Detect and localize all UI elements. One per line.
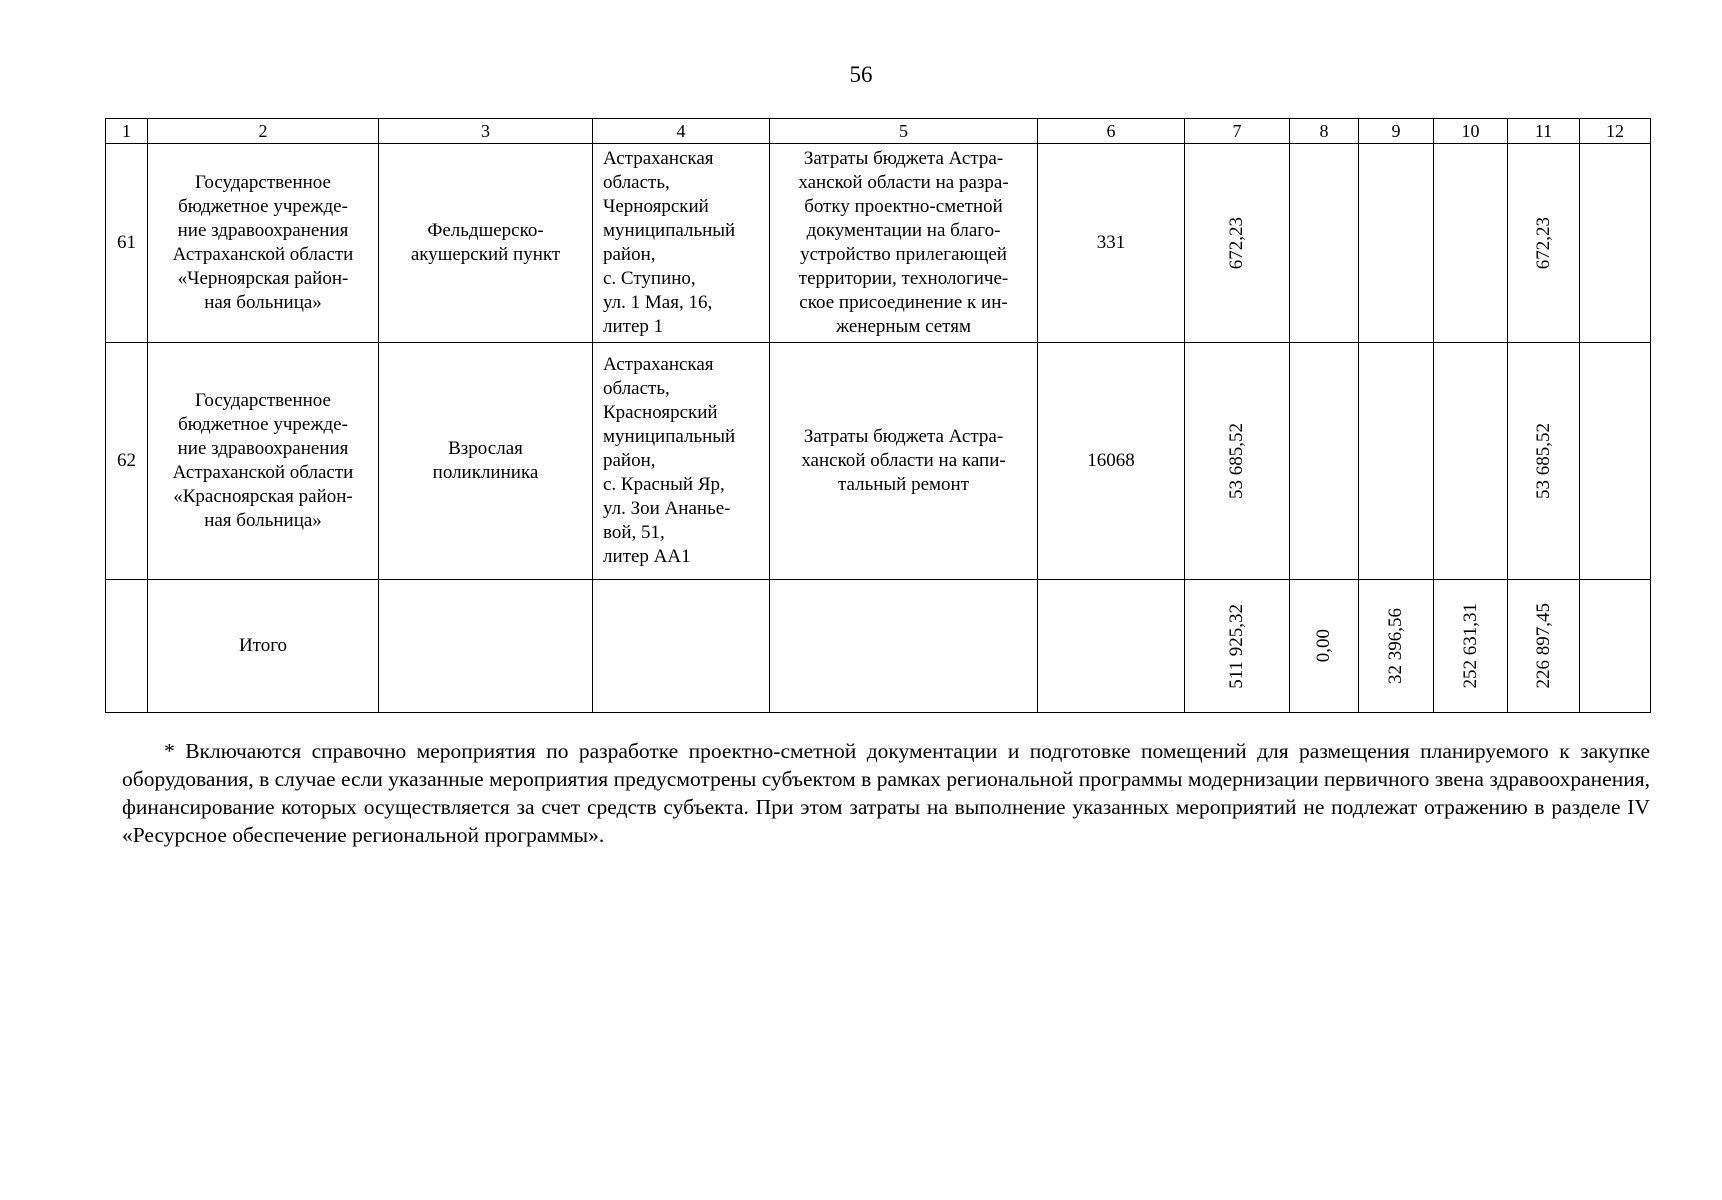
col11-value: 53 685,52 xyxy=(1532,423,1554,499)
col7-value: 672,23 xyxy=(1226,216,1247,270)
area-value: 16068 xyxy=(1038,343,1185,580)
total-label: Итого xyxy=(148,580,379,713)
col9-cell xyxy=(1359,144,1434,343)
total-col11-cell xyxy=(1508,580,1580,713)
column-number: 3 xyxy=(379,119,593,144)
object-type: Фельдшерско- акушерский пункт xyxy=(379,144,593,343)
total-col10-cell xyxy=(1434,580,1508,713)
column-number-row xyxy=(106,119,1651,144)
total-col10-value: 252 631,31 xyxy=(1459,603,1481,689)
total-empty-cell xyxy=(379,580,593,713)
column-number: 11 xyxy=(1508,119,1580,144)
expense-description: Затраты бюджета Астра- ханской области на капи- тальный ремонт xyxy=(770,343,1038,580)
total-empty-cell xyxy=(1038,580,1185,713)
column-number: 5 xyxy=(770,119,1038,144)
total-empty-cell xyxy=(593,580,770,713)
table-row xyxy=(106,144,1651,343)
total-row xyxy=(106,580,1651,713)
total-col9-value: 32 396,56 xyxy=(1385,608,1406,684)
total-col11-value: 226 897,45 xyxy=(1532,603,1554,689)
object-type: Взрослая поликлиника xyxy=(379,343,593,580)
total-col8-cell xyxy=(1290,580,1359,713)
row-number: 61 xyxy=(106,144,148,343)
column-number: 7 xyxy=(1185,119,1290,144)
page-number: 56 xyxy=(849,62,873,87)
expense-description: Затраты бюджета Астра- ханской области на разра- ботку проектно-сметной документации на благо- устройство прилегающей территории, технологиче- ское присоединение к ин- женерным сетям xyxy=(770,144,1038,343)
column-number: 1 xyxy=(106,119,148,144)
column-number: 4 xyxy=(593,119,770,144)
col11-cell xyxy=(1508,343,1580,580)
object-address: Астраханская область, Черноярский муниципальный район, с. Ступино, ул. 1 Мая, 16, литер 1 xyxy=(593,144,770,343)
column-number: 12 xyxy=(1580,119,1651,144)
total-empty-cell xyxy=(770,580,1038,713)
column-number: 2 xyxy=(148,119,379,144)
column-number: 6 xyxy=(1038,119,1185,144)
col11-value: 672,23 xyxy=(1532,216,1554,270)
object-address: Астраханская область, Красноярский муниципальный район, с. Красный Яр, ул. Зои Ананье- вой, 51, литер АА1 xyxy=(593,343,770,580)
footnote xyxy=(122,737,1650,849)
column-number: 10 xyxy=(1434,119,1508,144)
col10-cell xyxy=(1434,144,1508,343)
area-value: 331 xyxy=(1038,144,1185,343)
col11-cell xyxy=(1508,144,1580,343)
col7-value: 53 685,52 xyxy=(1226,423,1247,499)
total-col12-cell xyxy=(1580,580,1651,713)
total-col7-cell xyxy=(1185,580,1290,713)
col12-cell xyxy=(1580,343,1651,580)
col12-cell xyxy=(1580,144,1651,343)
table-row xyxy=(106,343,1651,580)
row-number: 62 xyxy=(106,343,148,580)
total-empty-cell xyxy=(106,580,148,713)
col7-cell xyxy=(1185,144,1290,343)
total-col9-cell xyxy=(1359,580,1434,713)
col8-cell xyxy=(1290,343,1359,580)
total-col8-value: 0,00 xyxy=(1313,629,1334,663)
col9-cell xyxy=(1359,343,1434,580)
column-number: 9 xyxy=(1359,119,1434,144)
expenditure-table xyxy=(105,118,1651,713)
column-number: 8 xyxy=(1290,119,1359,144)
institution-name: Государственное бюджетное учрежде- ние здравоохранения Астраханской области «Красноярская район- ная больница» xyxy=(148,343,379,580)
col7-cell xyxy=(1185,343,1290,580)
institution-name: Государственное бюджетное учрежде- ние здравоохранения Астраханской области «Черноярская район- ная больница» xyxy=(148,144,379,343)
col10-cell xyxy=(1434,343,1508,580)
total-col7-value: 511 925,32 xyxy=(1226,603,1247,689)
col8-cell xyxy=(1290,144,1359,343)
footnote-text: * Включаются справочно мероприятия по разработке проектно-сметной документации и подготовке помещений для размещения планируемого к закупке оборудования, в случае если указанные мероприятия предусмотрены субъектом в рамках региональной программы модернизации первичного звена здравоохранения, финансирование которых осуществляется за счет средств субъекта. При этом затраты на выполнение указанных мероприятий не подлежат отражению в разделе IV «Ресурсное обеспечение региональной программы». xyxy=(122,739,1650,847)
